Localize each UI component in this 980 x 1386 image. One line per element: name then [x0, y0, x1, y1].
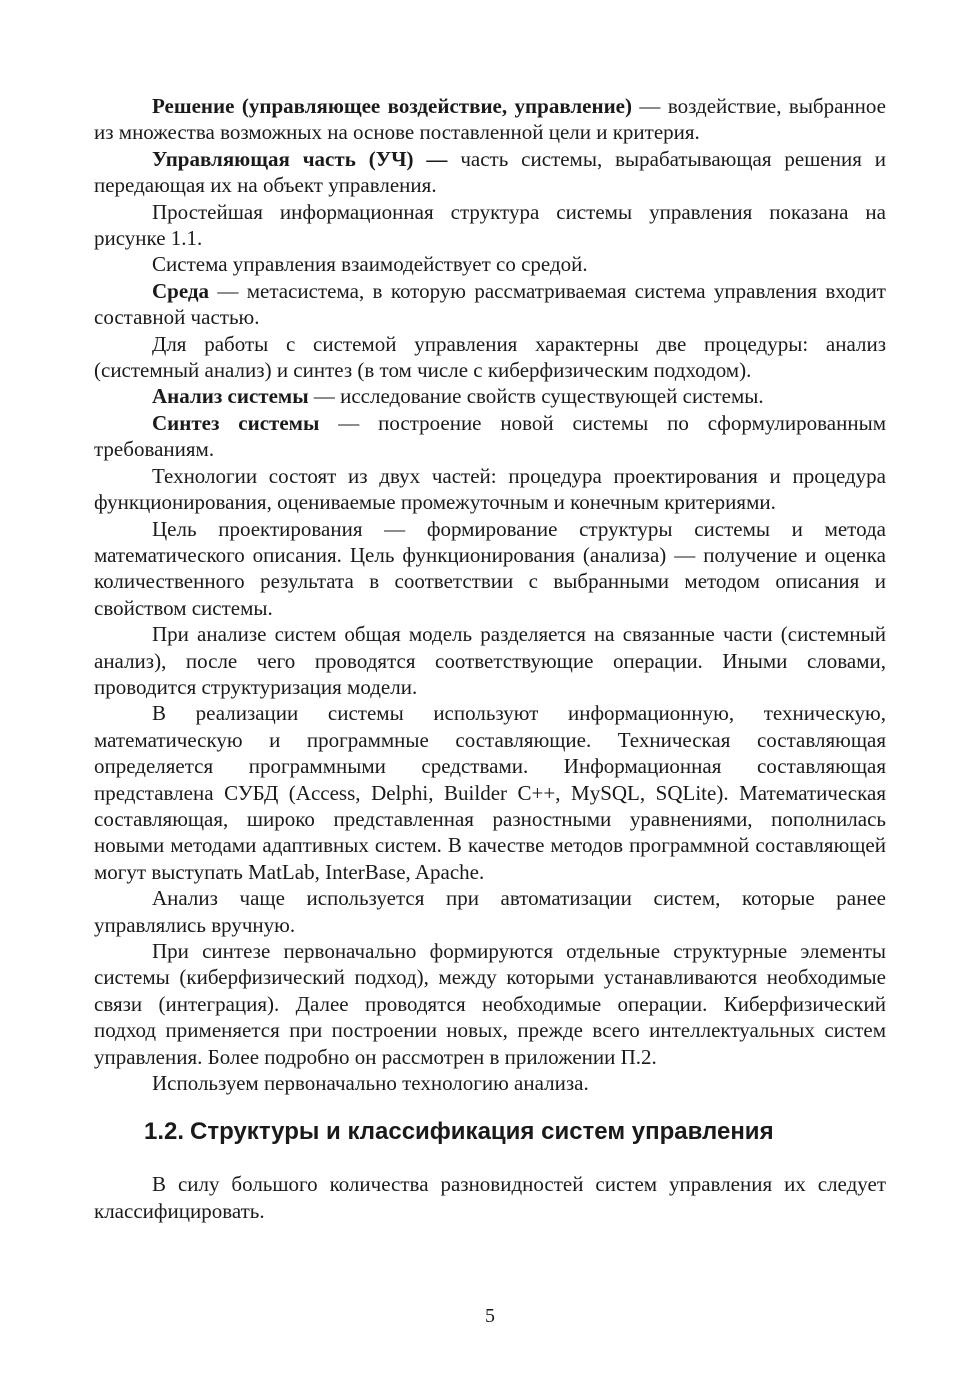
paragraph-13: Анализ чаще используется при автоматизации систем, которые ранее управлялись вручную. — [94, 886, 886, 937]
section-title: Структуры и классификация систем управления — [190, 1118, 774, 1146]
term-system-analysis: Анализ системы — [152, 384, 309, 409]
paragraph-2: Управляющая часть (УЧ) — часть системы, вырабатывающая решения и передающая их на объект управления. — [94, 146, 886, 198]
paragraph-1: Решение (управляющее воздействие, управление) — воздействие, выбранное из множества возможных на основе поставленной цели и критерия. — [94, 94, 886, 145]
page-number: 5 — [485, 1305, 495, 1327]
paragraph-8: Синтез системы — построение новой системы по сформулированным требованиям. — [94, 410, 886, 462]
paragraph-7: Анализ системы — исследование свойств существующей системы. — [152, 384, 764, 409]
paragraph-15: Используем первоначально технологию анализа. — [152, 1071, 589, 1096]
paragraph-11: При анализе систем общая модель разделяется на связанные части (системный анализ), после чего проводятся соответствующие операции. Иными словами, проводится структуризация модели. — [94, 622, 886, 699]
paragraph-9: Технологии состоят из двух частей: процедура проектирования и процедура функционирования, оцениваемые промежуточным и конечным критериями. — [94, 463, 886, 515]
paragraph-3: Простейшая информационная структура системы управления показана на рисунке 1.1. — [94, 199, 886, 251]
term-decision: Решение (управляющее воздействие, управление) — [152, 94, 632, 118]
section-number: 1.2. — [144, 1118, 185, 1146]
paragraph-16: В силу большого количества разновидностей систем управления их следует классифицировать. — [94, 1172, 886, 1223]
paragraph-4: Система управления взаимодействует со средой. — [152, 252, 588, 277]
paragraph-12: В реализации системы используют информационную, техническую, математическую и программные составляющие. Техническая составляющая определяется программными средствами. Информационная составляющая представлена СУБД (Access, Delphi, Builder C++, MySQL, SQLite). Математическая составляющая, широко представленная разностными уравнениями, пополнилась новыми методами адаптивных систем. В качестве методов программной составляющей могут выступать MatLab, InterBase, Apache. — [94, 701, 886, 884]
term-environment: Среда — [152, 278, 210, 303]
paragraph-10: Цель проектирования — формирование структуры системы и метода математического описания. Цель функционирования (анализа) — получение и оценка количественного результата в соответствии с выбранными методом описания и свойством системы. — [94, 516, 886, 620]
section-heading — [94, 1117, 886, 1147]
term-control-part: Управляющая часть (УЧ) — — [152, 146, 448, 171]
paragraph-6: Для работы с системой управления характерны две процедуры: анализ (системный анализ) и синтез (в том числе с киберфизическим подходом). — [94, 331, 886, 383]
paragraph-5: Среда — метасистема, в которую рассматриваемая система управления входит составной частью. — [94, 278, 886, 330]
paragraph-14: При синтезе первоначально формируются отдельные структурные элементы системы (киберфизический подход), между которыми устанавливаются необходимые связи (интеграция). Далее проводятся необходимые операции. Киберфизический подход применяется при построении новых, прежде всего интеллектуальных систем управления. Более подробно он рассмотрен в приложении П.2. — [94, 939, 886, 1069]
document-body — [94, 93, 886, 1224]
term-system-synthesis: Синтез системы — [152, 410, 320, 435]
